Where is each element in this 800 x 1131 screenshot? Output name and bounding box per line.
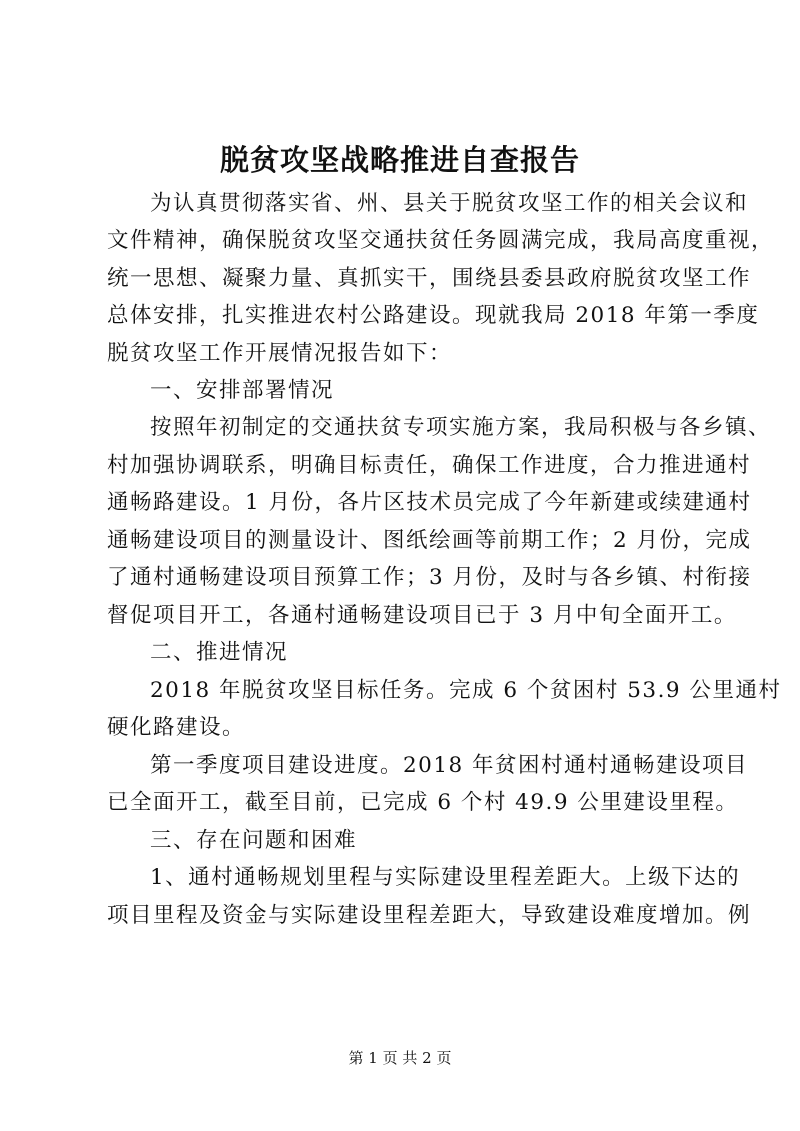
section-heading: 三、存在问题和困难 [150, 828, 358, 853]
body-line: 2018 年脱贫攻坚目标任务。完成 6 个贫困村 53.9 公里通村 [150, 678, 782, 703]
body-line: 村加强协调联系，明确目标责任，确保工作进度，合力推进通村 [107, 453, 752, 478]
section-heading: 二、推进情况 [150, 640, 289, 665]
body-line: 按照年初制定的交通扶贫专项实施方案，我局积极与各乡镇、 [150, 415, 772, 440]
body-line: 第一季度项目建设进度。2018 年贫困村通村通畅建设项目 [150, 753, 749, 778]
body-line: 总体安排，扎实推进农村公路建设。现就我局 2018 年第一季度 [107, 303, 760, 328]
body-line: 督促项目开工，各通村通畅建设项目已于 3 月中旬全面开工。 [107, 603, 737, 628]
page-footer: 第 1 页 共 2 页 [348, 1049, 452, 1067]
body-line: 通畅路建设。1 月份，各片区技术员完成了今年新建或续建通村 [107, 490, 752, 515]
body-line: 已全面开工，截至目前，已完成 6 个村 49.9 公里建设里程。 [107, 790, 739, 815]
body-line: 硬化路建设。 [107, 715, 246, 740]
body-line: 1、通村通畅规划里程与实际建设里程差距大。上级下达的 [150, 865, 741, 890]
body-line: 项目里程及资金与实际建设里程差距大，导致建设难度增加。例 [107, 903, 752, 928]
document-title: 脱贫攻坚战略推进自查报告 [219, 143, 580, 177]
body-line: 为认真贯彻落实省、州、县关于脱贫攻坚工作的相关会议和 [150, 191, 749, 216]
section-heading: 一、安排部署情况 [150, 378, 335, 403]
body-line: 了通村通畅建设项目预算工作；3 月份，及时与各乡镇、村衔接 [107, 565, 752, 590]
body-line: 文件精神，确保脱贫攻坚交通扶贫任务圆满完成，我局高度重视， [107, 228, 775, 253]
body-line: 通畅建设项目的测量设计、图纸绘画等前期工作；2 月份，完成 [107, 528, 752, 553]
body-line: 脱贫攻坚工作开展情况报告如下： [107, 341, 453, 366]
body-line: 统一思想、凝聚力量、真抓实干，围绕县委县政府脱贫攻坚工作 [107, 266, 752, 291]
